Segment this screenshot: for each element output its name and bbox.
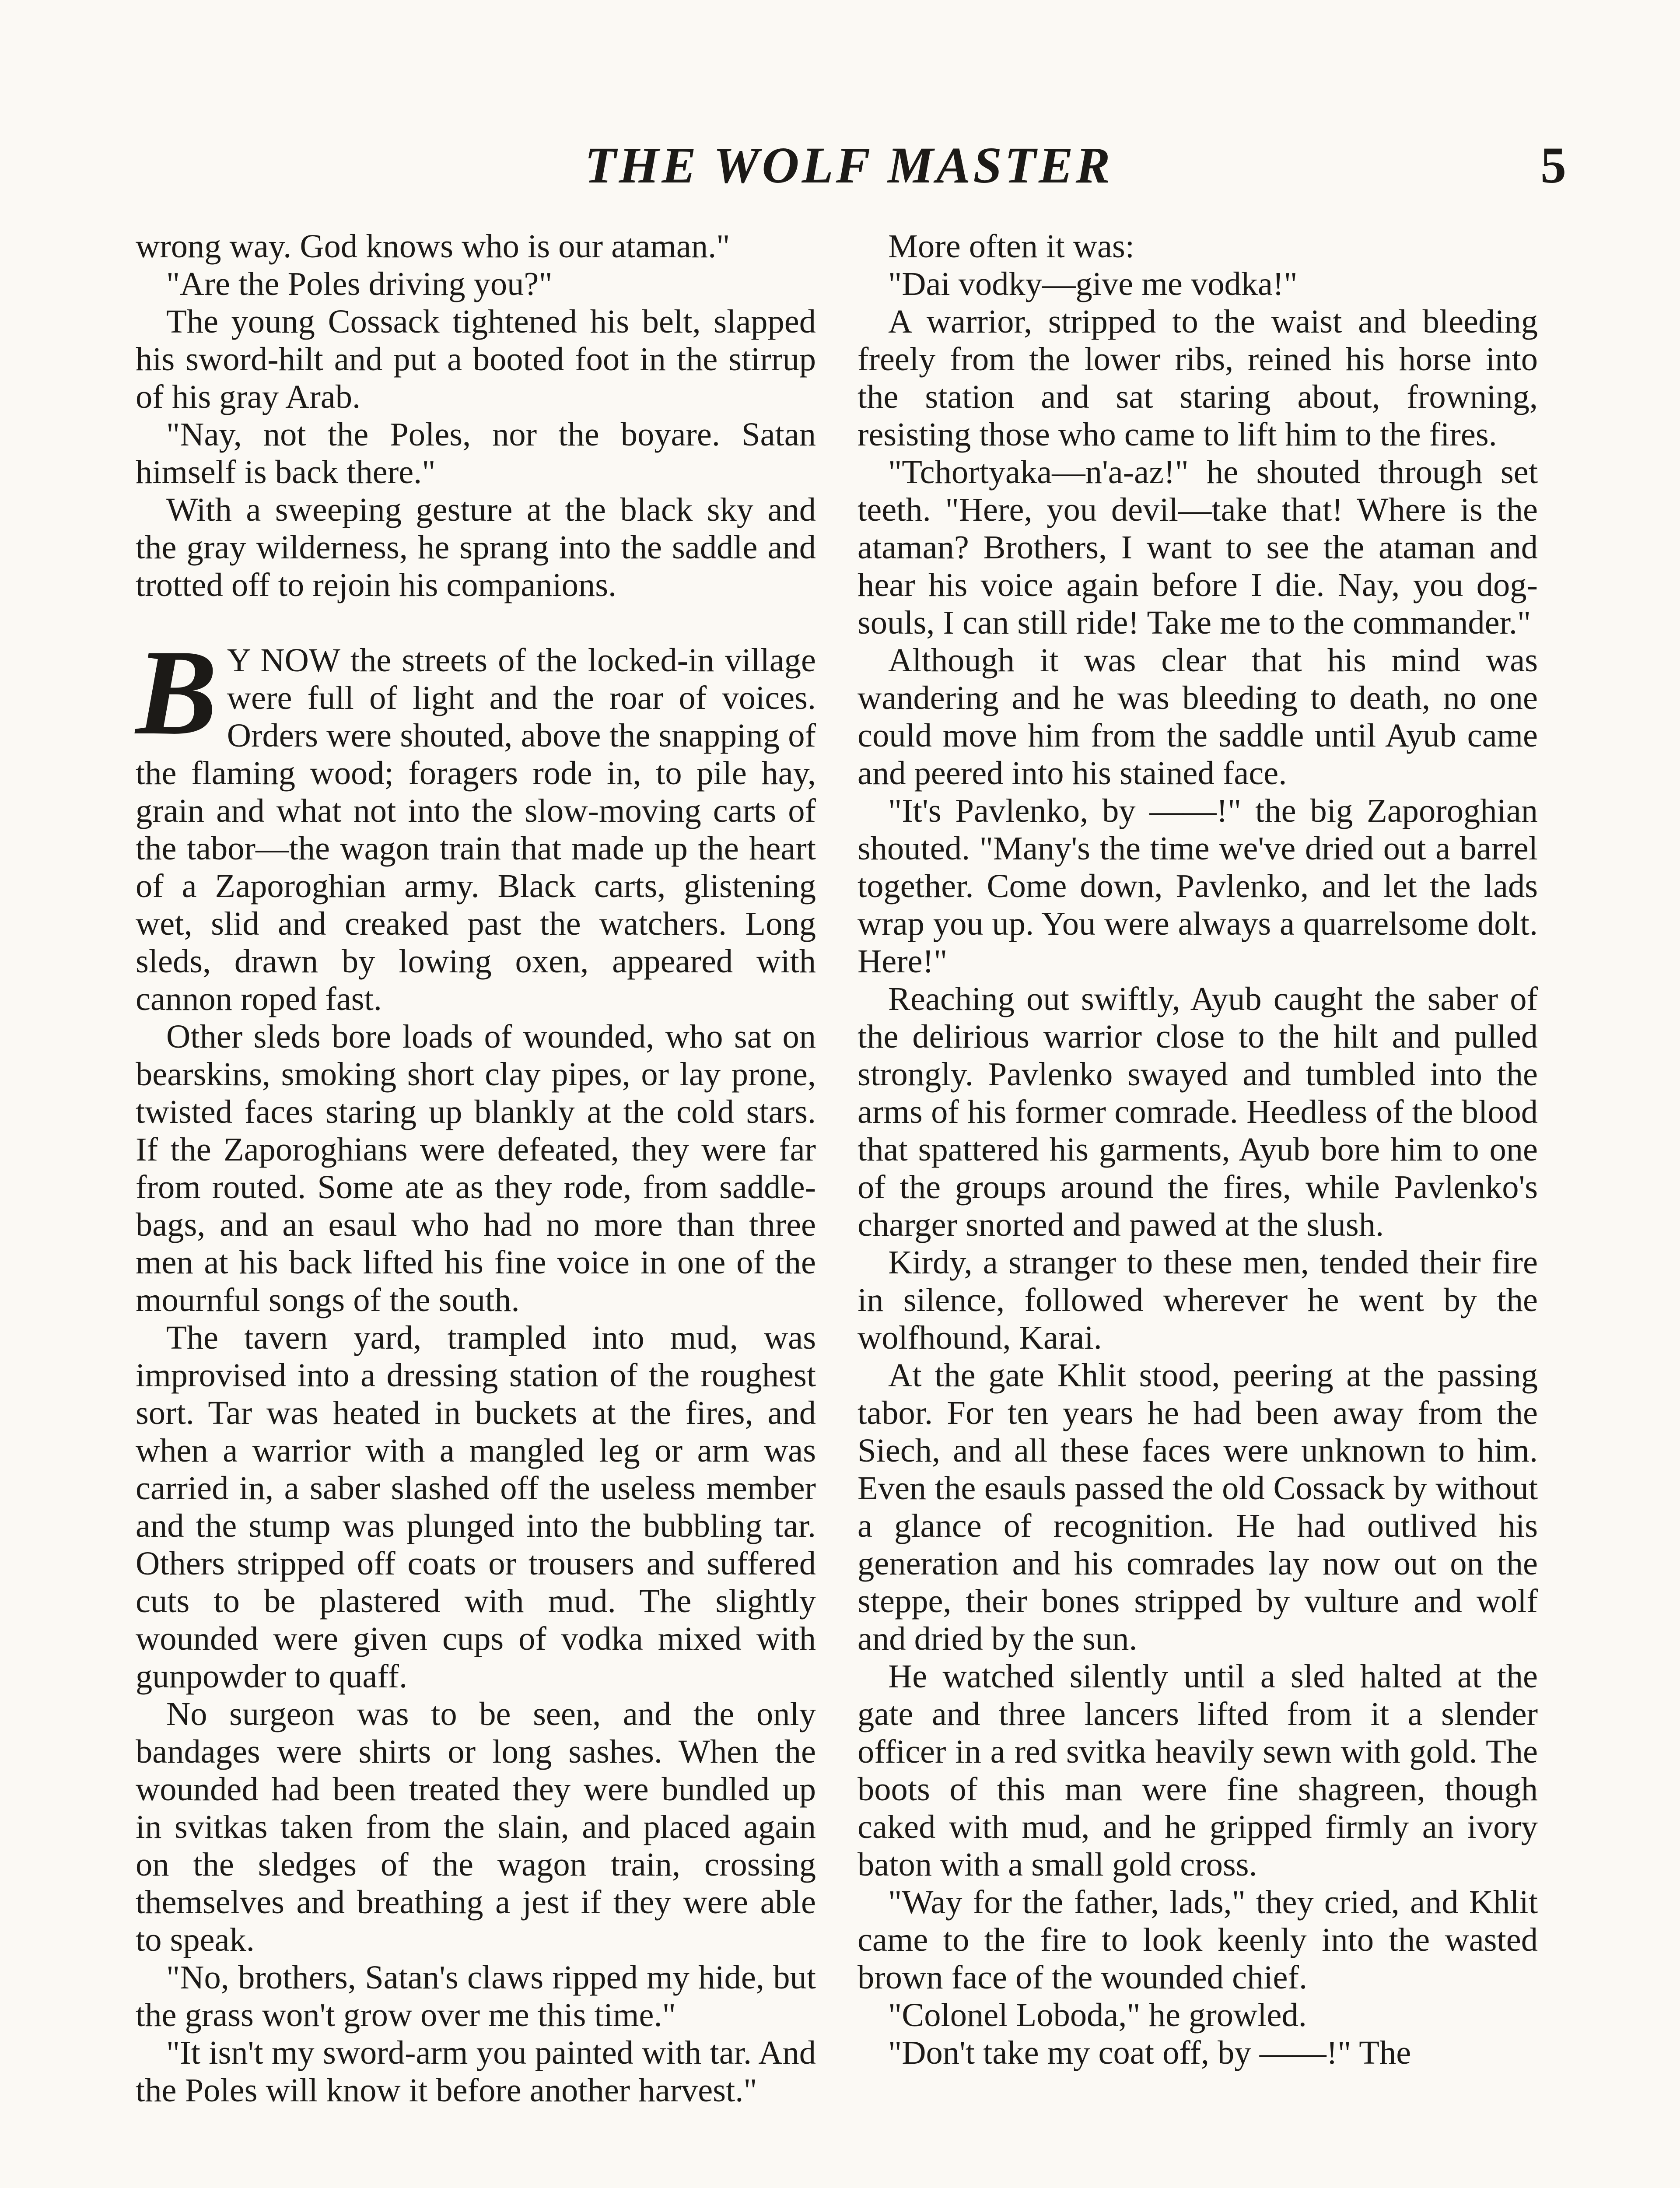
paragraph-text: With a sweeping gesture at the black sky and the gray wilderness, he sprang into the saddle and trotted off to rejoin his companions. [136, 491, 816, 603]
paragraph-text: "Colonel Loboda," he growled. [888, 1996, 1307, 2034]
paragraph-text: The tavern yard, trampled into mud, was improvised into a dressing station of the roughest sort. Tar was heated in buckets at the fires, and when a warrior with a mangled leg or arm was carried in, a saber slashed off the useless member and the stump was plunged into the bubbling tar. Others stripped off coats or trousers and suffered cuts to be plastered with mud. The slightly wounded were given cups of vodka mixed with gunpowder to quaff. [136, 1319, 816, 1695]
paragraph-text: "Way for the father, lads," they cried, and Khlit came to the fire to look keenly into the wasted brown face of the wounded chief. [858, 1883, 1538, 1996]
paragraph [136, 265, 816, 303]
paragraph-text: "Don't take my coat off, by ——!" The [888, 2034, 1411, 2071]
paragraph [858, 303, 1538, 453]
paragraph-text: "Are the Poles driving you?" [166, 265, 553, 302]
paragraph-text: "It's Pavlenko, by ——!" the big Zaporoghian shouted. "Many's the time we've dried out a barrel together. Come down, Pavlenko, and let the lads wrap you up. You were always a quarrelsome dolt. Here!" [858, 792, 1538, 980]
drop-cap: B [136, 624, 217, 760]
paragraph-text: At the gate Khlit stood, peering at the passing tabor. For ten years he had been away from the Siech, and all these faces were unknown to him. Even the esauls passed the old Cossack by without a glance of recognition. He had outlived his generation and his comrades lay now out on the steppe, their bones stripped by vulture and wolf and dried by the sun. [858, 1357, 1538, 1657]
paragraph-text: "Dai vodky—give me vodka!" [888, 265, 1298, 302]
paragraph-text: Other sleds bore loads of wounded, who sat on bearskins, smoking short clay pipes, or lay prone, twisted faces staring up blankly at the cold stars. If the Zaporoghians were defeated, they were far from routed. Some ate as they rode, from saddle-bags, and an esaul who had no more than three men at his back lifted his fine voice in one of the mournful songs of the south. [136, 1018, 816, 1318]
paragraph [858, 1658, 1538, 1883]
paragraph-text: Reaching out swiftly, Ayub caught the saber of the delirious warrior close to the hilt and pulled strongly. Pavlenko swayed and tumbled into the arms of his former comrade. Heedless of the blood that spattered his garments, Ayub bore him to one of the groups around the fires, while Pavlenko's charger snorted and pawed at the slush. [858, 980, 1538, 1243]
page-number: 5 [1540, 137, 1566, 194]
paragraph-text: A warrior, stripped to the waist and bleeding freely from the lower ribs, reined his horse into the station and sat staring about, frowning, resisting those who came to lift him to the fires. [858, 303, 1538, 453]
paragraph [858, 642, 1538, 792]
paragraph [858, 1357, 1538, 1658]
paragraph [858, 453, 1538, 642]
paragraph [136, 303, 816, 416]
paragraph [858, 1244, 1538, 1357]
paragraph-text: "Tchortyaka—n'a-az!" he shouted through set teeth. "Here, you devil—take that! Where is the ataman? Brothers, I want to see the ataman and hear his voice again before I die. Nay, you dog-souls, I can still ride! Take me to the commander." [858, 453, 1538, 641]
paragraph-text: No surgeon was to be seen, and the only bandages were shirts or long sashes. When the wounded had been treated they were bundled up in svitkas taken from the slain, and placed again on the sledges of the wagon train, crossing themselves and breathing a jest if they were able to speak. [136, 1695, 816, 1958]
paragraph-text: More often it was: [888, 228, 1134, 265]
paragraph [136, 1319, 816, 1695]
paragraph [136, 491, 816, 604]
page-header [131, 131, 1566, 201]
paragraph [136, 416, 816, 491]
paragraph-text: wrong way. God knows who is our ataman." [136, 228, 730, 265]
right-column [858, 228, 1538, 2072]
paragraph [136, 1695, 816, 1959]
paragraph-text: Although it was clear that his mind was wandering and he was bleeding to death, no one could move him from the saddle until Ayub came and peered into his stained face. [858, 642, 1538, 792]
paragraph [858, 228, 1538, 265]
paragraph [858, 1996, 1538, 2034]
paragraph [136, 1959, 816, 2034]
paragraph [136, 1018, 816, 1319]
paragraph [136, 228, 816, 265]
paragraph-text: Y NOW the streets of the locked-in village were full of light and the roar of voices. Orders were shouted, above the snapping of the flaming wood; foragers rode in, to pile hay, grain and what not into the slow-moving carts of the tabor—the wagon train that made up the heart of a Zaporoghian army. Black carts, glistening wet, slid and creaked past the watchers. Long sleds, drawn by lowing oxen, appeared with cannon roped fast. [136, 642, 816, 1017]
paragraph [858, 265, 1538, 303]
paragraph-text: "Nay, not the Poles, nor the boyare. Satan himself is back there." [136, 416, 816, 491]
paragraph [858, 980, 1538, 1244]
running-title: THE WOLF MASTER [584, 137, 1113, 194]
paragraph [136, 2034, 816, 2109]
paragraph [858, 792, 1538, 980]
left-column [136, 228, 816, 2109]
paragraph [858, 2034, 1538, 2072]
paragraph [858, 1883, 1538, 1996]
paragraph-text: He watched silently until a sled halted at the gate and three lancers lifted from it a slender officer in a red svitka heavily sewn with gold. The boots of this man were fine shagreen, though caked with mud, and he gripped firmly an ivory baton with a small gold cross. [858, 1658, 1538, 1883]
paragraph-text: The young Cossack tightened his belt, slapped his sword-hilt and put a booted foot in the stirrup of his gray Arab. [136, 303, 816, 415]
paragraph [136, 624, 816, 1018]
paragraph-text: Kirdy, a stranger to these men, tended their fire in silence, followed wherever he went by the wolfhound, Karai. [858, 1244, 1538, 1356]
paragraph-text: "It isn't my sword-arm you painted with tar. And the Poles will know it before another harvest." [136, 2034, 816, 2109]
paragraph-text: "No, brothers, Satan's claws ripped my hide, but the grass won't grow over me this time." [136, 1959, 816, 2034]
